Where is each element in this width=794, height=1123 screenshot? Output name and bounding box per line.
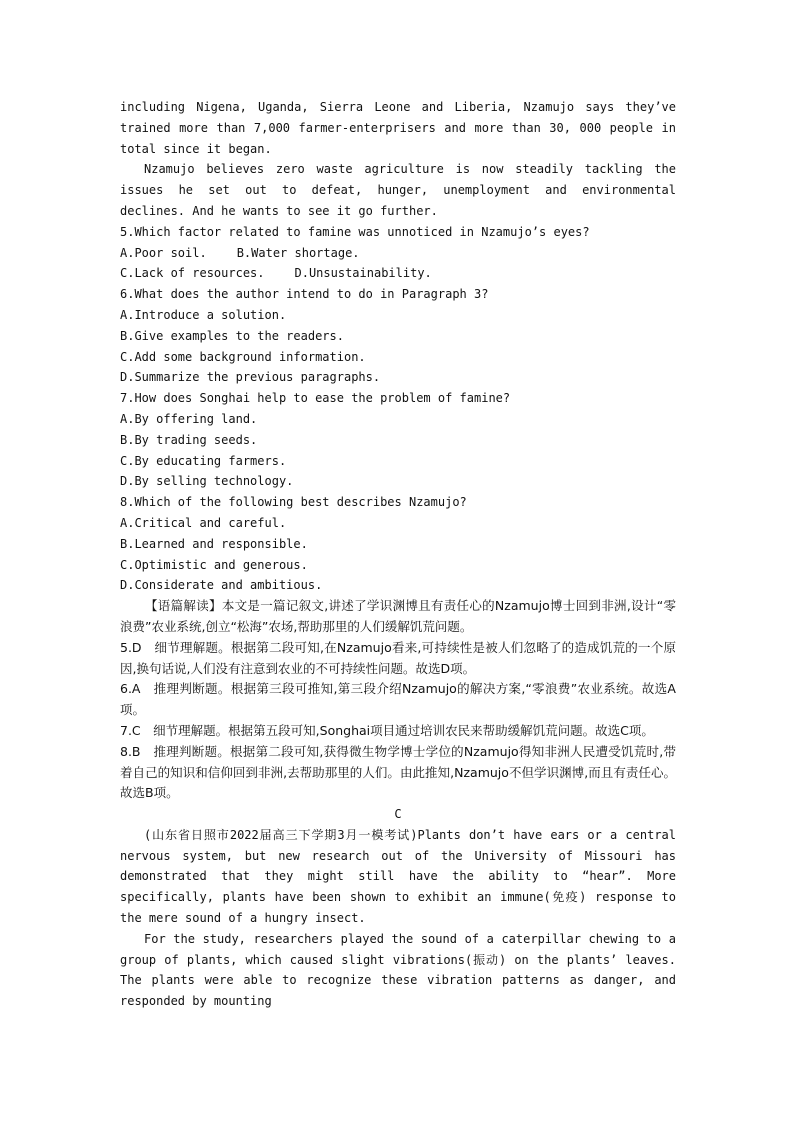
passage-c-paragraph: For the study, researchers played the sound of a caterpillar chewing to a group of plants, which caused slight vibrations(振动) on the plants’ leaves. The plants were able to recognize these vibration patterns as danger, and responded by mounting	[120, 931, 676, 1009]
option-a: A.Poor soil.	[120, 245, 207, 260]
option-c: C.Lack of resources.	[120, 266, 265, 281]
section-label: C	[394, 807, 402, 822]
option-c: C.Optimistic and generous.	[120, 557, 308, 572]
option-b: B.Water shortage.	[236, 245, 360, 260]
question-stem: 6.What does the author intend to do in Paragraph 3?	[120, 287, 489, 302]
passage-b-paragraph: including Nigena, Uganda, Sierra Leone and Liberia, Nzamujo says they’ve trained more than 7,000 farmer-enterprisers and more than 30, 000 people in total since it began.	[120, 100, 676, 156]
answer-explanation: 8.B 推理判断题。根据第二段可知,获得微生物学博士学位的Nzamujo得知非洲人民遭受饥荒时,带着自己的知识和信仰回到非洲,去帮助那里的人们。由此推知,Nzamujo不但学识渊博,而且有责任心。故选B项。	[120, 743, 676, 801]
option-row	[120, 263, 676, 284]
option-b: B.By trading seeds.	[120, 432, 258, 447]
option-d: D.By selling technology.	[120, 474, 294, 489]
option-c: C.Add some background information.	[120, 349, 366, 364]
option-a: A.Introduce a solution.	[120, 307, 287, 322]
document-page	[120, 97, 676, 1012]
option-b: B.Give examples to the readers.	[120, 328, 344, 343]
question-stem: 7.How does Songhai help to ease the problem of famine?	[120, 391, 511, 406]
question-5	[120, 222, 676, 284]
question-stem: 5.Which factor related to famine was unnoticed in Nzamujo’s eyes?	[120, 224, 590, 239]
passage-c-paragraph: (山东省日照市2022届高三下学期3月一模考试)Plants don’t have ears or a central nervous system, but new research out of the University of Missouri has demonstrated that they might still have the ability to “hear”. More specifically, plants have been shown to exhibit an immune(免疫) response to the mere sound of a hungry insect.	[120, 827, 676, 926]
answer-explanation: 7.C 细节理解题。根据第五段可知,Songhai项目通过培训农民来帮助缓解饥荒问题。故选C项。	[120, 722, 654, 738]
passage-b-paragraph: Nzamujo believes zero waste agriculture is now steadily tackling the issues he set out to defeat, hunger, unemployment and environmental declines. And he wants to see it go further.	[120, 162, 676, 218]
option-a: A.By offering land.	[120, 411, 258, 426]
question-7	[120, 388, 676, 492]
answer-explanation: 6.A 推理判断题。根据第三段可推知,第三段介绍Nzamujo的解决方案,“零浪费”农业系统。故选A项。	[120, 681, 676, 718]
question-8	[120, 492, 676, 596]
question-6	[120, 284, 676, 388]
answer-explanation: 5.D 细节理解题。根据第二段可知,在Nzamujo看来,可持续性是被人们忽略了的造成饥荒的一个原因,换句话说,人们没有注意到农业的不可持续性问题。故选D项。	[120, 639, 676, 676]
option-d: D.Considerate and ambitious.	[120, 578, 323, 593]
option-b: B.Learned and responsible.	[120, 536, 308, 551]
option-d: D.Summarize the previous paragraphs.	[120, 370, 381, 385]
option-d: D.Unsustainability.	[294, 266, 432, 281]
option-a: A.Critical and careful.	[120, 515, 287, 530]
question-stem: 8.Which of the following best describes Nzamujo?	[120, 495, 467, 510]
option-row	[120, 243, 676, 264]
option-c: C.By educating farmers.	[120, 453, 287, 468]
analysis-intro: 【语篇解读】本文是一篇记叙文,讲述了学识渊博且有责任心的Nzamujo博士回到非洲,设计“零浪费”农业系统,创立“松海”农场,帮助那里的人们缓解饥荒问题。	[120, 598, 676, 634]
